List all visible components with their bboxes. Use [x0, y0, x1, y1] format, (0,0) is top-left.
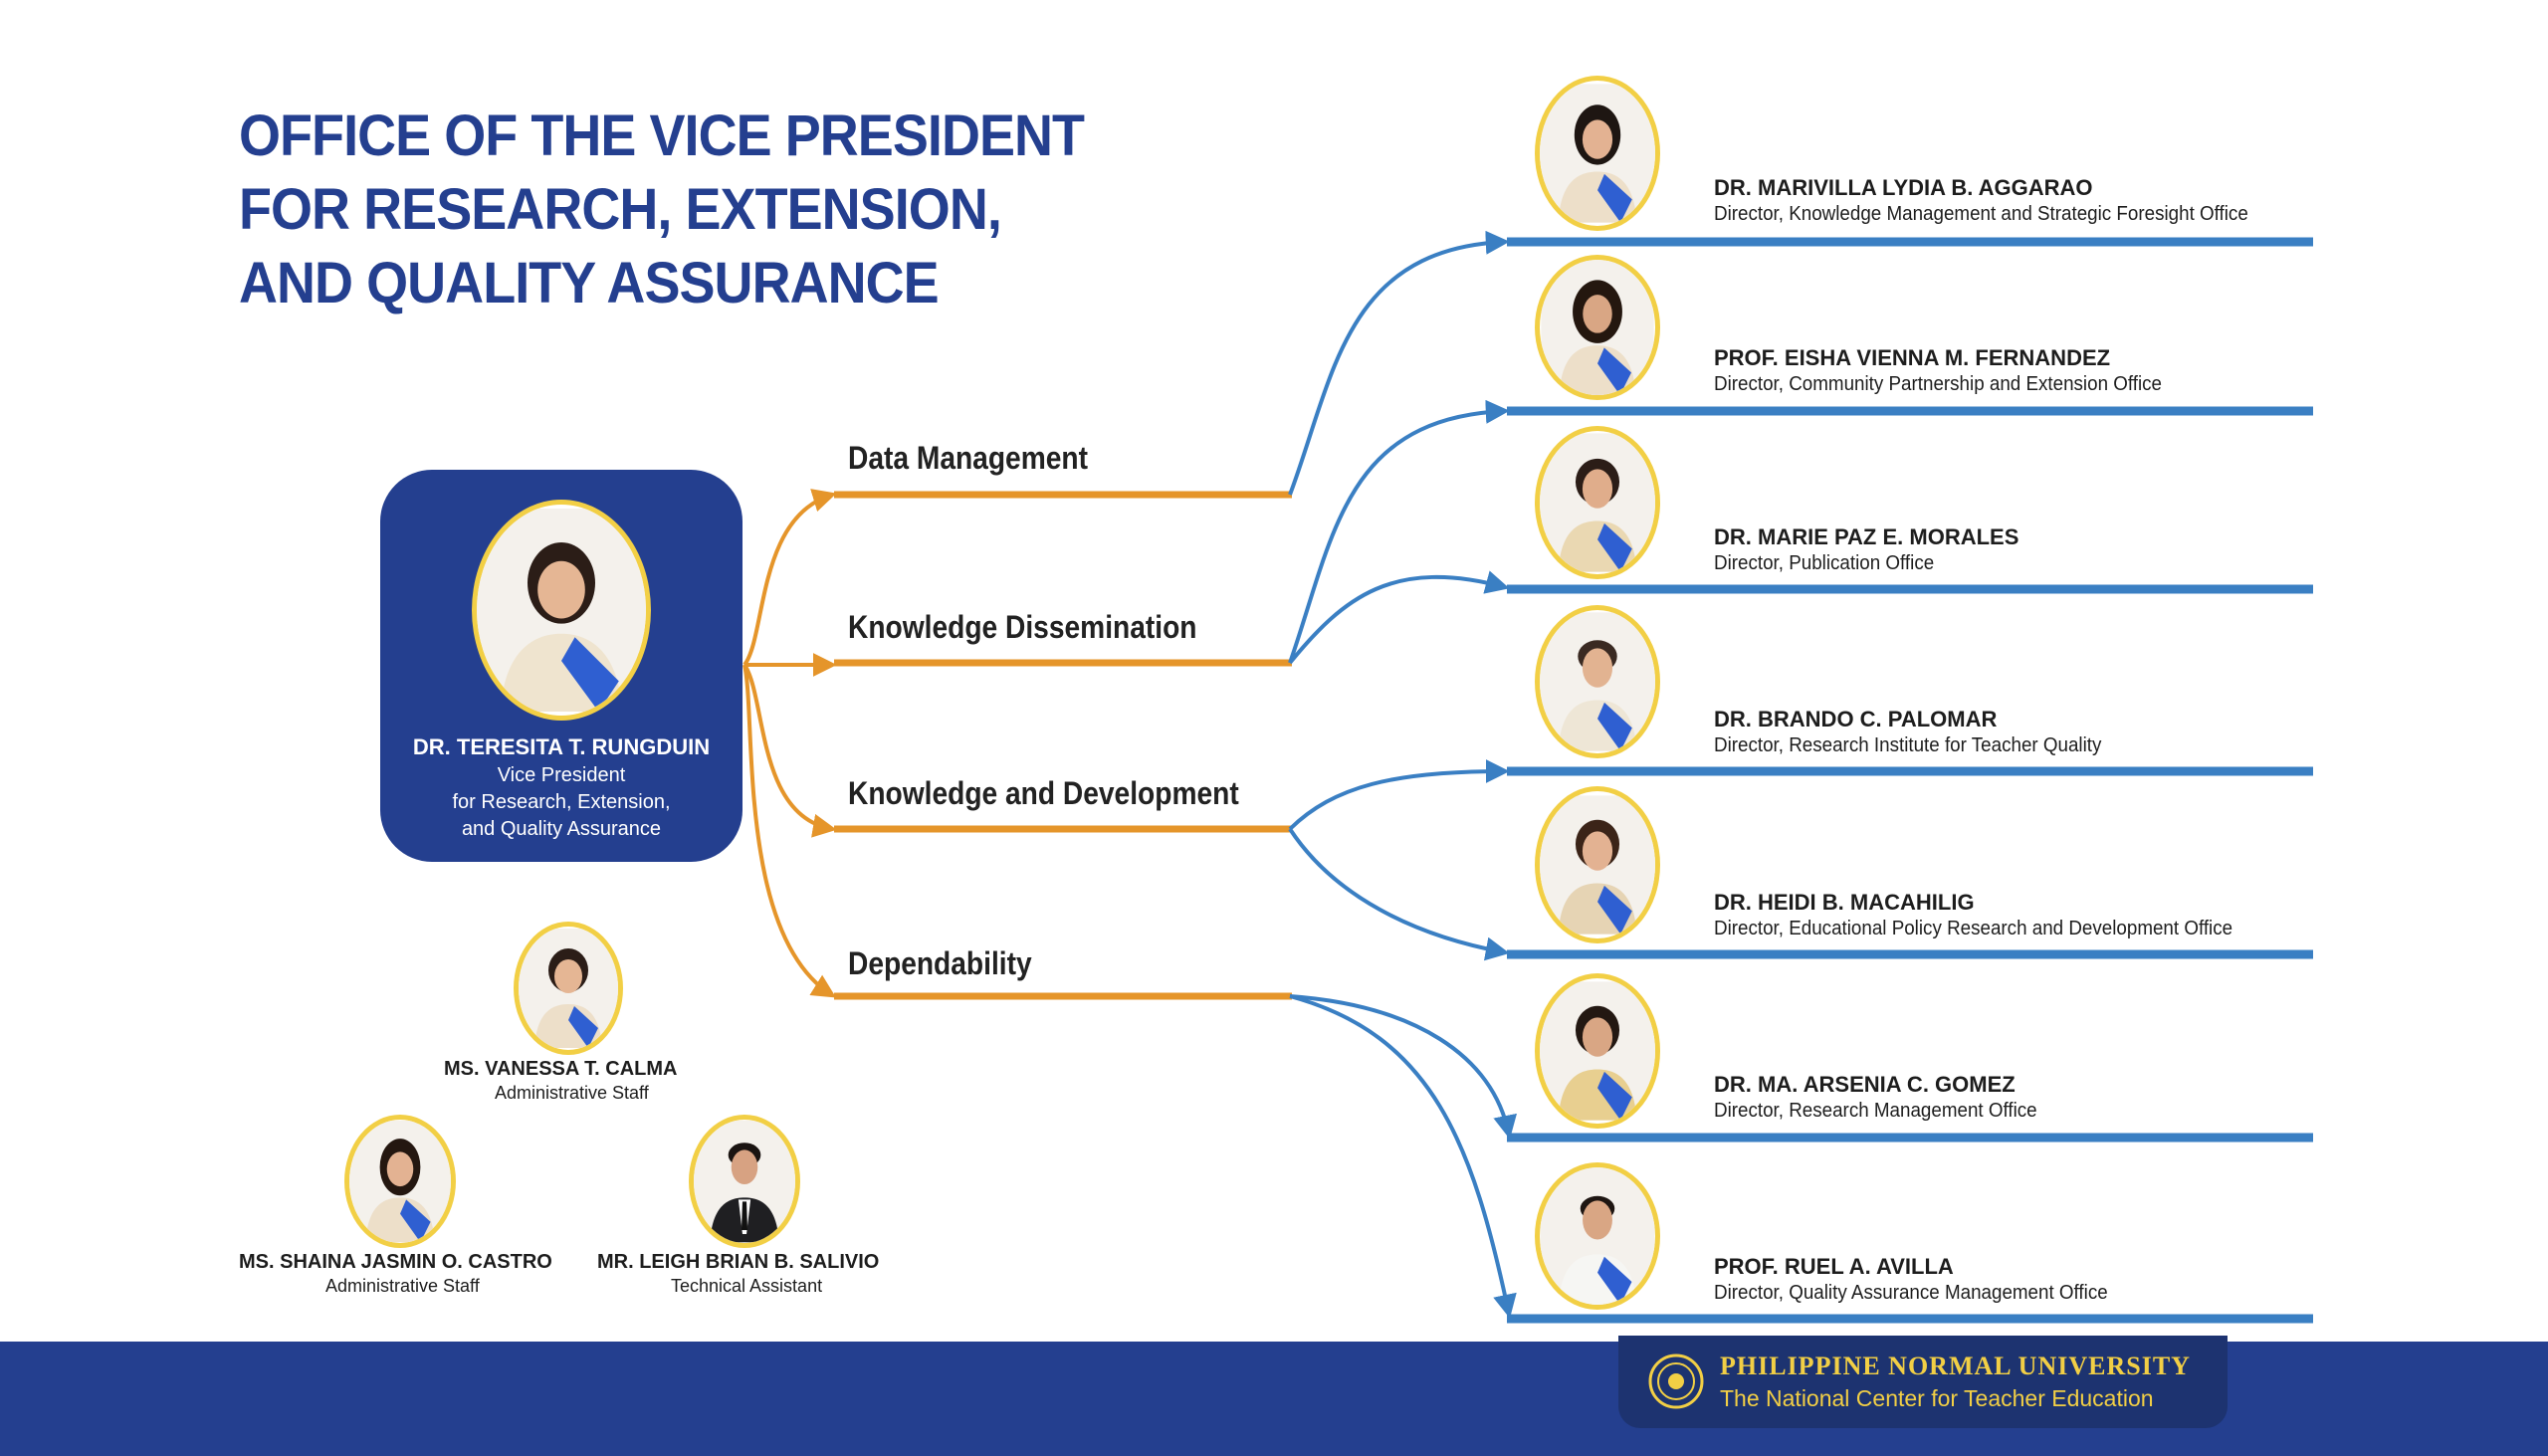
director-role-1: Director, Knowledge Management and Strategic Foresight Office: [1714, 203, 2248, 225]
vp-role-line-2: for Research, Extension,: [452, 791, 671, 813]
director-name-7: PROF. RUEL A. AVILLA: [1714, 1254, 1954, 1279]
director-role-4: Director, Research Institute for Teacher Quality: [1714, 734, 2102, 756]
branch-data-management: Data Management: [848, 440, 1088, 476]
staff-role-castro: Administrative Staff: [325, 1276, 480, 1296]
title-line-2: FOR RESEARCH, EXTENSION,: [239, 177, 1001, 242]
director-photo-fernandez: [1535, 255, 1660, 400]
director-photo-avilla: [1535, 1162, 1660, 1310]
director-name-6: DR. MA. ARSENIA C. GOMEZ: [1714, 1072, 2016, 1097]
staff-role-calma: Administrative Staff: [495, 1083, 649, 1103]
dep-to-gomez: [1290, 996, 1509, 1135]
vp-to-data-management: [744, 495, 832, 665]
university-badge: [1618, 1336, 2228, 1428]
vice-president-card: [380, 470, 743, 862]
director-photo-gomez: [1535, 973, 1660, 1129]
vp-name: DR. TERESITA T. RUNGDUIN: [412, 734, 711, 759]
staff-photo-salivio: [689, 1115, 800, 1248]
branch-knowledge-development: Knowledge and Development: [848, 775, 1239, 811]
vp-to-knowledge-development: [744, 665, 832, 829]
director-name-1: DR. MARIVILLA LYDIA B. AGGARAO: [1714, 175, 2093, 200]
university-seal-icon: [1648, 1353, 1704, 1409]
staff-name-calma: MS. VANESSA T. CALMA: [444, 1058, 678, 1080]
kdev-to-macahilig: [1290, 829, 1505, 952]
director-photo-aggarao: [1535, 76, 1660, 231]
staff-name-castro: MS. SHAINA JASMIN O. CASTRO: [239, 1251, 552, 1273]
kd-to-morales: [1290, 577, 1505, 663]
branch-knowledge-dissemination: Knowledge Dissemination: [848, 609, 1197, 645]
director-photo-morales: [1535, 426, 1660, 579]
director-name-4: DR. BRANDO C. PALOMAR: [1714, 707, 1998, 731]
director-name-3: DR. MARIE PAZ E. MORALES: [1714, 524, 2019, 549]
director-photo-palomar: [1535, 605, 1660, 758]
vp-role-line-3: and Quality Assurance: [461, 818, 662, 840]
director-name-2: PROF. EISHA VIENNA M. FERNANDEZ: [1714, 345, 2111, 370]
kdev-to-palomar: [1290, 771, 1505, 829]
dm-to-aggarao: [1290, 242, 1505, 495]
director-role-2: Director, Community Partnership and Extension Office: [1714, 373, 2163, 395]
staff-name-salivio: MR. LEIGH BRIAN B. SALIVIO: [597, 1251, 880, 1273]
staff-photo-calma: [514, 922, 623, 1055]
director-name-5: DR. HEIDI B. MACAHILIG: [1714, 890, 1975, 915]
title-line-1: OFFICE OF THE VICE PRESIDENT: [239, 104, 1085, 168]
director-photo-macahilig: [1535, 786, 1660, 943]
vp-role-line-1: Vice President: [497, 764, 626, 786]
staff-role-salivio: Technical Assistant: [671, 1276, 823, 1296]
title-line-3: AND QUALITY ASSURANCE: [239, 251, 939, 315]
director-role-3: Director, Publication Office: [1714, 552, 1935, 574]
vp-photo: [472, 500, 651, 721]
director-role-5: Director, Educational Policy Research and Development Office: [1714, 918, 2233, 939]
branch-dependability: Dependability: [848, 945, 1032, 981]
staff-photo-castro: [344, 1115, 456, 1248]
university-tagline: The National Center for Teacher Education: [1720, 1385, 2154, 1411]
vp-role: [380, 762, 743, 843]
dep-to-avilla: [1290, 996, 1509, 1314]
director-role-6: Director, Research Management Office: [1714, 1100, 2037, 1122]
university-name: PHILIPPINE NORMAL UNIVERSITY: [1720, 1352, 2191, 1380]
director-role-7: Director, Quality Assurance Management Office: [1714, 1282, 2108, 1304]
